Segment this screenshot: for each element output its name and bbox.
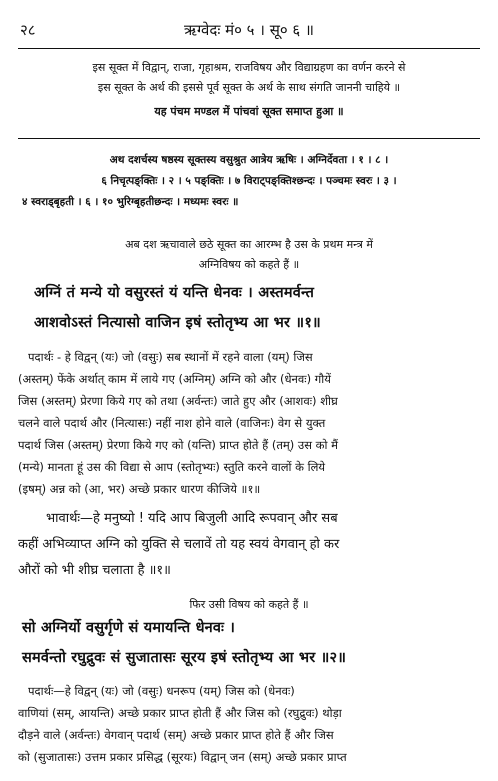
padartha-line: (इषम्) अन्न को (आ, भर) अच्छे प्रकार धारण कीजिये ॥१॥ bbox=[18, 482, 261, 496]
padartha-1 bbox=[18, 350, 480, 510]
padartha-line: (मन्ये) मानता हूं उस की विद्या से आप (स्तोतृभ्यः) स्तुति करने वालों के लिये bbox=[18, 460, 326, 474]
anukramani-line: अथ दशर्चस्य षष्ठस्य सूक्तस्य वसुश्रुत आत्रेय ऋषिः । अग्निर्देवता । १ । ८ । bbox=[109, 154, 389, 166]
mantra2-intro bbox=[18, 597, 480, 615]
padartha-line: पदार्थ जिस (अस्तम्) प्रेरणा किये गए को (यन्ति) प्राप्त होते हैं (तम्) उस को मैं bbox=[18, 438, 339, 452]
summary-line: इस सूक्त के अर्थ की इससे पूर्व सूक्त के अर्थ के साथ संगति जाननी चाहिये ॥ bbox=[97, 81, 401, 94]
padartha-line: पदार्थः - हे विद्वन् (यः) जो (वसुः) सब स्थानों में रहने वाला (यम्) जिस bbox=[28, 350, 313, 364]
page-header bbox=[18, 20, 480, 44]
intro-line: फिर उसी विषय को कहते हैं ॥ bbox=[189, 598, 309, 611]
padartha-line: को (सुजातासः) उत्तम प्रकार प्रसिद्ध (सूरयः) विद्वान् जन (सम्) अच्छे प्रकार प्राप्त bbox=[18, 750, 347, 764]
padartha-line: (अस्तम्) फेंके अर्थात् काम में लाये गए (अग्निम्) अग्नि को और (धेनवः) गौयें bbox=[18, 372, 331, 386]
anukramani-line: ४ स्वराड्बृहती । ६ । १० भुरिग्बृहतीछन्दः । मध्यमः स्वरः ॥ bbox=[22, 196, 239, 208]
mantra-line: अग्निं तं मन्ये यो वसुरस्तं यं यन्ति धेनवः । अस्तमर्वन्त bbox=[34, 285, 315, 301]
padartha-line: जिस (अस्तम्) प्रेरणा किये गए को तथा (अर्वन्तः) जाते हुए और (आशवः) शीघ्र bbox=[18, 394, 338, 408]
mantra-2 bbox=[18, 617, 480, 677]
bhavartha-1 bbox=[18, 508, 480, 588]
header-rule bbox=[18, 48, 480, 49]
padartha-line: दौड़ने वाले (अर्वन्तः) वेगवान् पदार्थ (सम्) अच्छे प्रकार प्राप्त होते हैं और जिस bbox=[18, 728, 334, 742]
section-rule bbox=[18, 138, 480, 139]
anukramani-line: ६ निचृत्पङ्क्तिः । २ । ५ पङ्क्तिः । ७ विराट्पङ्क्तिश्छन्दः । पञ्चमः स्वरः । ३ । bbox=[101, 175, 397, 187]
mantra-line: आशवोऽस्तं नित्यासो वाजिन इषं स्तोतृभ्य आ भर ॥१॥ bbox=[34, 315, 321, 331]
anukramani bbox=[18, 153, 480, 223]
bhavartha-line: कहीं अभिव्याप्त अग्नि को युक्ति से चलावें तो यह स्वयं वेगवान् हो कर bbox=[18, 537, 340, 552]
intro-line: अग्निविषय को कहते हैं ॥ bbox=[198, 258, 300, 271]
mantra-line: समर्वन्तो रघुद्रुवः सं सुजातासः सूरय इषं स्तोतृभ्य आ भर ॥२॥ bbox=[22, 650, 347, 666]
padartha-line: वाणियां (सम्, आयन्ति) अच्छे प्रकार प्राप्त होती हैं और जिस को (रघुद्रुवः) थोड़ा bbox=[18, 706, 342, 720]
padartha-line: चलने वाले पदार्थ और (नित्यासः) नहीं नाश होने वाले (वाजिनः) वेग से युक्त bbox=[18, 416, 326, 430]
mantra-1 bbox=[18, 282, 480, 342]
bhavartha-line: भावार्थः—हे मनुष्यो ! यदि आप बिजुली आदि रूपवान् और सब bbox=[46, 511, 338, 526]
bhavartha-line: औरों को भी शीघ्र चलाता है ॥१॥ bbox=[18, 563, 171, 578]
sukta-summary bbox=[18, 60, 480, 140]
padartha-2 bbox=[18, 684, 480, 779]
mantra-line: सो अग्निर्यो वसुर्गृणे सं यमायन्ति धेनवः । bbox=[22, 620, 236, 636]
summary-line: इस सूक्त में विद्वान्, राजा, गृहाश्रम, राजविषय और विद्याग्रहण का वर्णन करने से bbox=[92, 61, 406, 74]
mantra1-intro bbox=[18, 237, 480, 277]
page-number: २८ bbox=[20, 21, 36, 39]
padartha-line: पदार्थः—हे विद्वन् (यः) जो (वसुः) धनरूप (यम्) जिस को (धेनवः) bbox=[28, 684, 295, 698]
intro-line: अब दश ऋचावाले छठे सूक्त का आरम्भ है उस के प्रथम मन्त्र में bbox=[125, 238, 373, 251]
sukta-closing: यह पंचम मण्डल में पांचवां सूक्त समाप्त हुआ ॥ bbox=[154, 105, 344, 118]
running-title: ऋग्वेदः मं० ५ । सू० ६ ॥ bbox=[184, 21, 314, 39]
